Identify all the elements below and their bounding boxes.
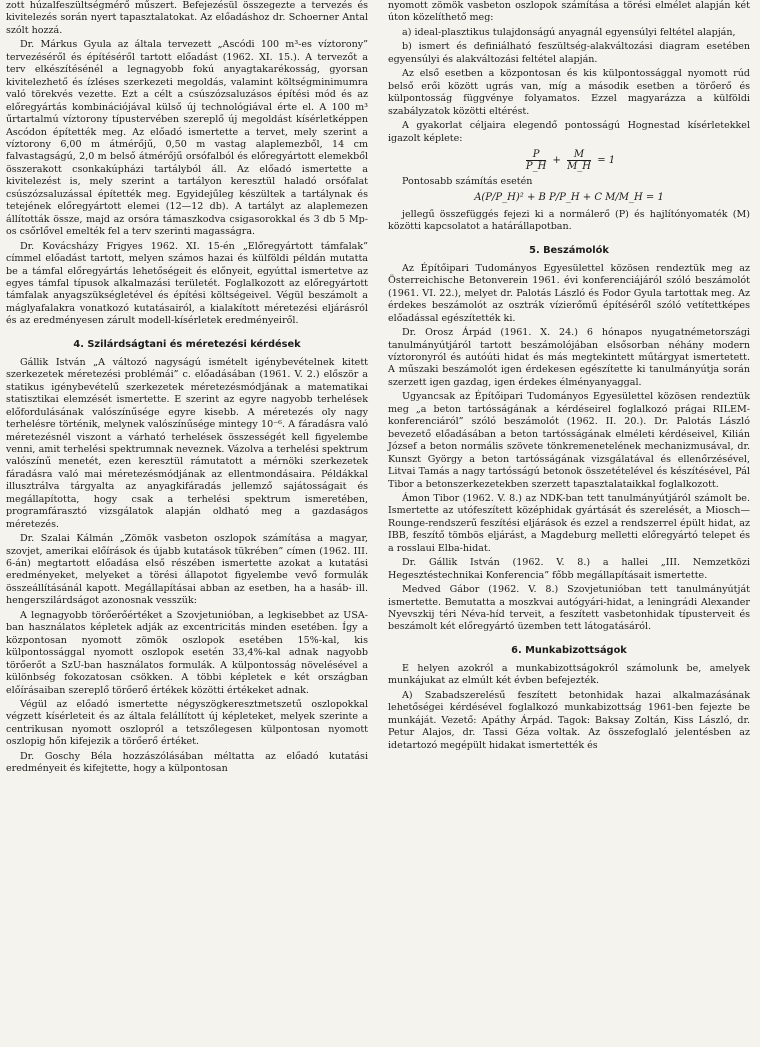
section-heading: 5. Beszámolók bbox=[529, 244, 609, 256]
paragraph: Dr. Goschy Béla hozzászólásában méltatta az előadó kutatási eredményeit és kifejtette, hogy a külpontosan bbox=[6, 750, 368, 775]
paragraph: Ugyancsak az Építőipari Tudományos Egyesülettel közösen rendeztük meg „a beton tartósságának a kérdéseirel foglalkozó prágai RILEM-konferenciáról” szóló beszámolót (1962. II. 20.). Dr. Palotás László bevezető előadásában a beton tartósságának elméleti kérdéseivel, Kilián József a beton normális szövete tönkremenetelének mechanizmusával, dr. Kunszt György a beton tartósságának vizsgálatával és ellenőrzésével, Litvai Tamás a nagy tartósságú betonok összetételével és készítésével, Pál Tibor a betonszerkezetekben szerzett tapasztalataikkal foglalkozott. bbox=[388, 391, 750, 490]
paragraph: Dr. Szalai Kálmán „Zömök vasbeton oszlopok számítása a magyar, szovjet, amerikai előírások és újabb kutatások tükrében” címen (1962. III. 6-án) megtartott előadása első részében ismertette azokat a kutatási eredményeket, melyeket a törési állapotot figyelembe vevő formulák összeállításánál kapott. Megállapításai abban az esetben, ha a hasáb- ill. hengerszilárdságot azonosnak vesszük: bbox=[6, 533, 368, 607]
formula-numerator: P bbox=[526, 149, 546, 161]
paragraph: Végül az előadó ismertette négyszögkeresztmetszetű oszlopokkal végzett kísérleteit és az általa felállított új képleteket, melyek szerinte a centrikusan nyomott oszlopról a tetszőlegesen külpontosan nyomott oszlopig hőn kifejezik a törőerő értéket. bbox=[6, 699, 368, 748]
formula-numerator: M bbox=[567, 149, 591, 161]
paragraph: Dr. Gállik István (1962. V. 8.) a hallei „III. Nemzetközi Hegesztéstechnikai Konferencia” főbb megállapításait ismertette. bbox=[388, 557, 750, 581]
paragraph: Az Építőipari Tudományos Egyesülettel közösen rendeztük meg az Österreichische Betonverein 1961. évi konferenciájáról szóló beszámolót (1961. VI. 22.), melyet dr. Palotás László és Fodor Gyula tartottak meg. Az érdekes beszámolót az osztrák vízierőmű építéséről szóló vetítettképes előadással egészítették ki. bbox=[388, 262, 750, 324]
paragraph: b) ismert és definiálható feszültség-alakváltozási diagram esetében egyensúlyi és alakváltozási feltétel alapján. bbox=[388, 41, 750, 65]
paragraph: Medved Gábor (1962. V. 8.) Szovjetunióban tett tanulmányútját ismertette. Bemutatta a moszkvai autógyári-hidat, a leningrádi Alexander Nyevszkij téri Néva-híd terveit, a feszített vasbetonhidak típusterveit és beszámolt két előregyártó üzemben tett látogatásáról. bbox=[388, 584, 750, 633]
formula-hognestad: $\frac{P}{P\_H}$ + $\frac{M}{M\_H}$ = 1 bbox=[525, 148, 616, 172]
section-heading: 6. Munkabizottságok bbox=[511, 644, 627, 656]
paragraph: E helyen azokról a munkabizottságokról számolunk be, amelyek munkájukat az elmúlt két évben befejezték. bbox=[388, 662, 750, 687]
formula-denominator: P_H bbox=[525, 160, 547, 172]
right-column bbox=[388, 0, 750, 754]
paragraph: Dr. Márkus Gyula az általa tervezett „Ascódi 100 m³-es víztorony” tervezéséről és építéséről tartott előadást (1962. XI. 15.). A tervezőt a terv elkészítésénél a legnagyobb fokú anyagtakarékosság, gyorsan kivitelezhető és ízléses szerkezeti megoldás, valamint költségminimumra való törekvés vezette. Ezt a célt a csúszózsaluzásos építési mód és az előregyártás kombinációjával külső új technológiával érte el. A 100 m³ űrtartalmú víztorony típustervében szereplő új megoldást kísérletképpen Ascódon építették meg. Az előadó ismertette a tervet, mely szerint a víztorony 6,00 m átmérőjű, 0,50 m vastag alaplemezből, 14 cm falvastagságú, 2,0 m belső átmérőjű orsófalból és előregyártott elemekből összerakott csonkakúpházi tartályból áll. Az előadó ismertette a kivitelezést is, mely szerint a tartályon keresztül haladó orsófalat csúszózsaluzással építették meg. Egyidejűleg készültek a tartálynak és tetejének előregyártott elemei (12—12 db). A tartályt az alaplemezen állították össze, majd az orsóra támaszkodva csigasorokkal és 3 db 5 Mp-os csőrlővel emelték fel a terv szerinti magasságra. bbox=[6, 39, 368, 238]
section-heading: 4. Szilárdságtani és méretezési kérdések bbox=[73, 338, 301, 350]
paragraph: Az első esetben a központosan és kis külpontossággal nyomott rúd belső erői között ugrás van, míg a második esetben a törőerő és külpontosság függvénye folyamatos. Ezzel magyarázza a külföldi szabályzatok közötti eltérést. bbox=[388, 68, 750, 117]
paragraph: A legnagyobb törőerőértéket a Szovjetunióban, a legkisebbet az USA-ban használatos képletek adják az excentricitás minden esetében. Így a központosan nyomott zömök oszlopok esetében 15%-kal, kis külpontossággal nyomott oszlopok esetén 33,4%-kal adnak nagyobb törőerőt a SzU-ban használatos formulák. A külpontosság növelésével a különbség fokozatosan csökken. A többi képletek e két országban előírásaiban szereplő törőerő értékek közötti értékeket adnak. bbox=[6, 609, 368, 696]
paragraph: Dr. Orosz Árpád (1961. X. 24.) 6 hónapos nyugatnémetországi tanulmányútjáról tartott beszámolójában elsősorban néhány modern víztoronyról és autóúti hidat és más megtekintett műtárgyat ismertetett. A műszaki beszámolót igen érdekesen egészítette ki tanulmányútja során szerzett igen gazdag, igen érdekes élményanyaggal. bbox=[388, 327, 750, 388]
paragraph: a) ideal-plasztikus tulajdonságú anyagnál egyensúlyi feltétel alapján, bbox=[402, 26, 736, 38]
left-column bbox=[6, 0, 368, 778]
formula-rhs: = 1 bbox=[597, 154, 616, 166]
paragraph: jellegű összefüggés fejezi ki a normálerő (P) és hajlítónyomaték (M) közötti kapcsolatot a határállapotban. bbox=[388, 208, 750, 233]
paragraph: Ámon Tibor (1962. V. 8.) az NDK-ban tett tanulmányútjáról számolt be. Ismertette az utófeszített középhidak gyártását és szerelését, a Miosch—Rounge-rendszerű feszítési eljárások és ezzel a rendszerrel épült hidat, az IBB, feszítő tömbös eljárást, a Magdeburg melletti előregyártó telepet és a rosslaui Elba-hidat. bbox=[388, 492, 750, 554]
paragraph: Gállik István „A változó nagyságú ismételt igénybevételnek kitett szerkezetek méretezési problémái” c. előadásában (1961. V. 2.) először a statikus igénybevételű szerkezetek méretezésmódjának a matematikai statisztikai elemzését ismertette. E szerint az egyre nagyobb terhelések előfordulásának valószínűsége egyre kisebb. A méretezés oly nagy terhelésre történik, melynek valószínűsége mintegy 10⁻⁶. A fáradásra való méretezésnél viszont a várható terhelések összességét kell figyelembe venni, amit terhelési spektrumnak neveznek. Vázolva a terhelési spektrum valószínű menetét, ezen keresztül rámutatott a mérnöki szerkezetek fáradásra való mai méretezésmódjának az ellentmondásaira. Példákkal illusztrálva tárgyalta az anyagkifáradás jellemző sajátosságait és megállapította, hogy csak a terhelési spektrum ismeretében, programfárasztó vizsgálatok alapján oldható meg a gazdaságos méretezés. bbox=[6, 356, 368, 530]
formula-denominator: M_H bbox=[567, 160, 592, 172]
formula-general: A(P/P_H)² + B P/P_H + C M/M_H = 1 bbox=[474, 192, 664, 204]
paragraph: zott húzalfeszültségmérő műszert. Befejezésül összegezte a tervezés és kivitelezés során nyert tapasztalatokat. Az előadáshoz dr. Schoerner Antal szólt hozzá. bbox=[6, 0, 368, 36]
paragraph: Dr. Kovácsházy Frigyes 1962. XI. 15-én „Előregyártott támfalak” címmel előadást tartott, melyen számos hazai és külföldi példán mutatta be a támfal előregyártás lehetőségeit és előnyeit, egyúttal ismertetve az egyes támfal típusok alkalmazási területét. Foglalkozott az előregyártott támfalak anyagszükségletével és építési költségeivel. Végül beszámolt a máglyafalakra vonatkozó kutatásairól, a kialakított méretezési eljárásról és az eredményesen zárult modell-kísérletek eredményeiről. bbox=[6, 240, 368, 327]
paragraph: A gyakorlat céljaira elegendő pontosságú Hognestad kísérletekkel igazolt képlete: bbox=[388, 120, 750, 144]
paragraph: Pontosabb számítás esetén bbox=[402, 175, 533, 187]
paragraph: nyomott zömök vasbeton oszlopok számítása a törési elmélet alapján két úton közelíthető meg: bbox=[388, 0, 750, 24]
paragraph: A) Szabadszerelésű feszített betonhidak hazai alkalmazásának lehetőségei kérdésével foglalkozó munkabizottság 1961-ben fejezte be munkáját. Vezető: Apáthy Árpád. Tagok: Baksay Zoltán, Kiss László, dr. Petur Alajos, dr. Tassi Géza voltak. Az összefoglaló jelentésben az idetartozó megépült hidakat ismertették és bbox=[388, 689, 750, 751]
